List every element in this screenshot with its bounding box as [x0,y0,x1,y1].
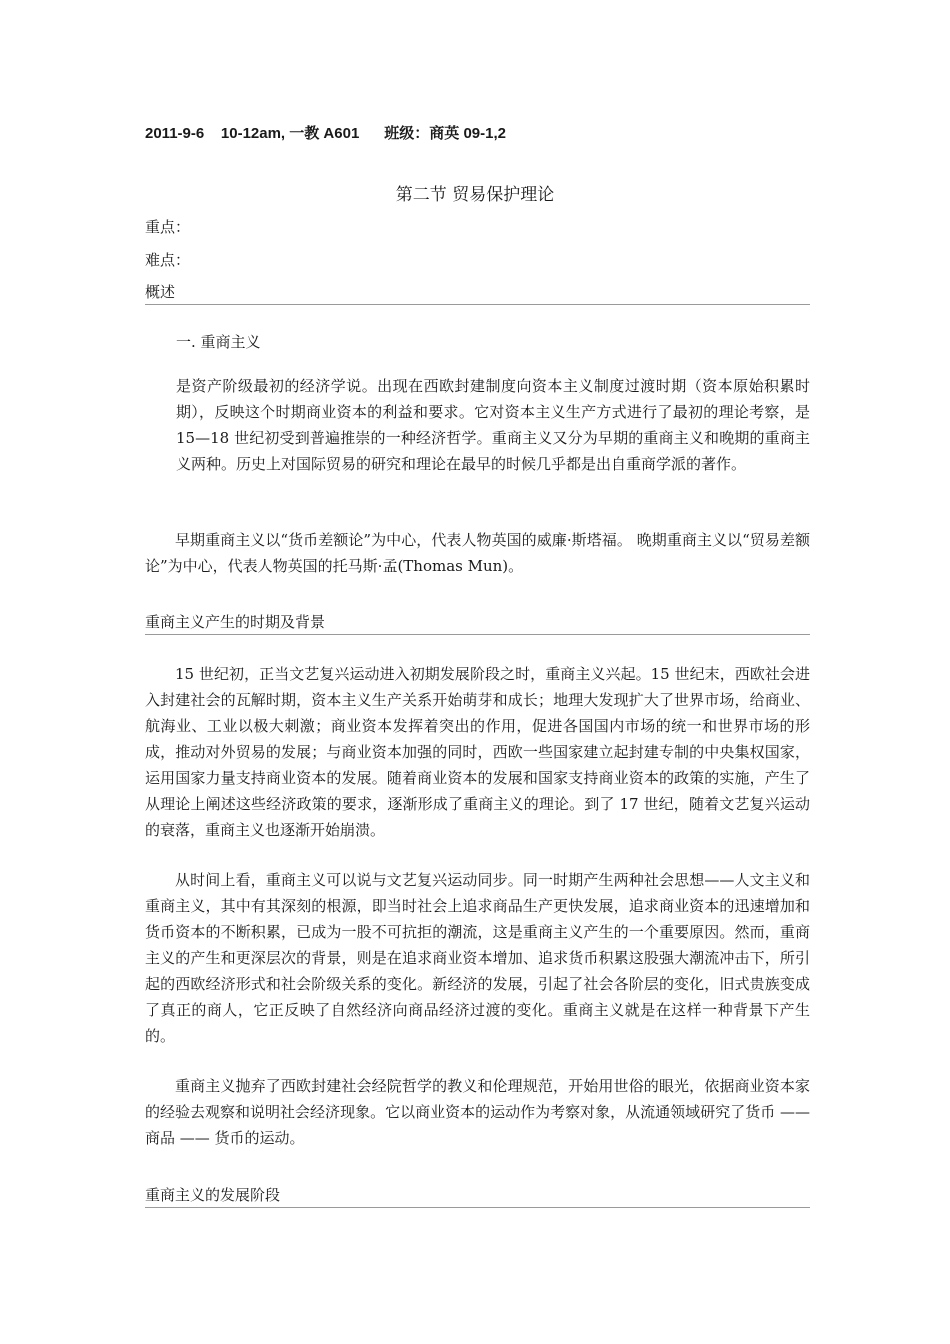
mercantilism-definition-paragraph: 是资产阶级最初的经济学说。出现在西欧封建制度向资本主义制度过渡时期（资本原始积累时期），反映这个时期商业资本的利益和要求。它对资本主义生产方式进行了最初的理论考察，是 15—18 世纪初受到普遍推崇的一种经济哲学。重商主义又分为早期的重商主义和晚期的重商主义两种。历史上对国际贸易的研究和理论在最早的时候几乎都是出自重商学派的著作。 [176,377,810,473]
section-heading-background: 重商主义产生的时期及背景 [145,613,326,631]
section-heading-mercantilism: 一. 重商主义 [176,333,261,351]
background-divider [145,634,810,635]
page-title: 第二节 贸易保护理论 [395,185,555,205]
difficulties-label: 难点： [145,251,191,269]
date-line: 2011-9-6 10-12am, 一教 A601 班级：商英 09-1,2 [145,125,506,142]
section-heading-stages: 重商主义的发展阶段 [145,1186,281,1204]
stages-divider [145,1207,810,1208]
overview-label: 概述 [145,283,176,301]
overview-divider [145,304,810,305]
mercantilism-stages-paragraph: 早期重商主义以“货币差额论”为中心，代表人物英国的威廉·斯塔福。 晚期重商主义以“贸易差额论”为中心，代表人物英国的托马斯·孟(Thomas Mun)。 [145,531,810,575]
key-points-label: 重点： [145,218,191,236]
background-paragraph-2: 从时间上看，重商主义可以说与文艺复兴运动同步。同一时期产生两种社会思想——人文主义和重商主义，其中有其深刻的根源，即当时社会上追求商品生产更快发展，追求商业资本的迅速增加和货币资本的不断积累，已成为一股不可抗拒的潮流，这是重商主义产生的一个重要原因。然而，重商主义的产生和更深层次的背景，则是在追求商业资本增加、追求货币积累这股强大潮流冲击下，所引起的西欧经济形式和社会阶级关系的变化。新经济的发展，引起了社会各阶层的变化，旧式贵族变成了真正的商人，它正反映了自然经济向商品经济过渡的变化。重商主义就是在这样一种背景下产生的。 [145,871,810,1045]
background-paragraph-3: 重商主义抛弃了西欧封建社会经院哲学的教义和伦理规范，开始用世俗的眼光，依据商业资本家的经验去观察和说明社会经济现象。它以商业资本的运动作为考察对象，从流通领域研究了货币 —— 商品 —— 货币的运动。 [145,1077,810,1147]
background-paragraph-1: 15 世纪初，正当文艺复兴运动进入初期发展阶段之时，重商主义兴起。15 世纪末，西欧社会进入封建社会的瓦解时期，资本主义生产关系开始萌芽和成长；地理大发现扩大了世界市场，给商业、航海业、工业以极大刺激；商业资本发挥着突出的作用，促进各国国内市场的统一和世界市场的形成，推动对外贸易的发展；与商业资本加强的同时，西欧一些国家建立起封建专制的中央集权国家，运用国家力量支持商业资本的发展。随着商业资本的发展和国家支持商业资本的政策的实施，产生了从理论上阐述这些经济政策的要求，逐渐形成了重商主义的理论。到了 17 世纪，随着文艺复兴运动的衰落，重商主义也逐渐开始崩溃。 [145,665,810,839]
